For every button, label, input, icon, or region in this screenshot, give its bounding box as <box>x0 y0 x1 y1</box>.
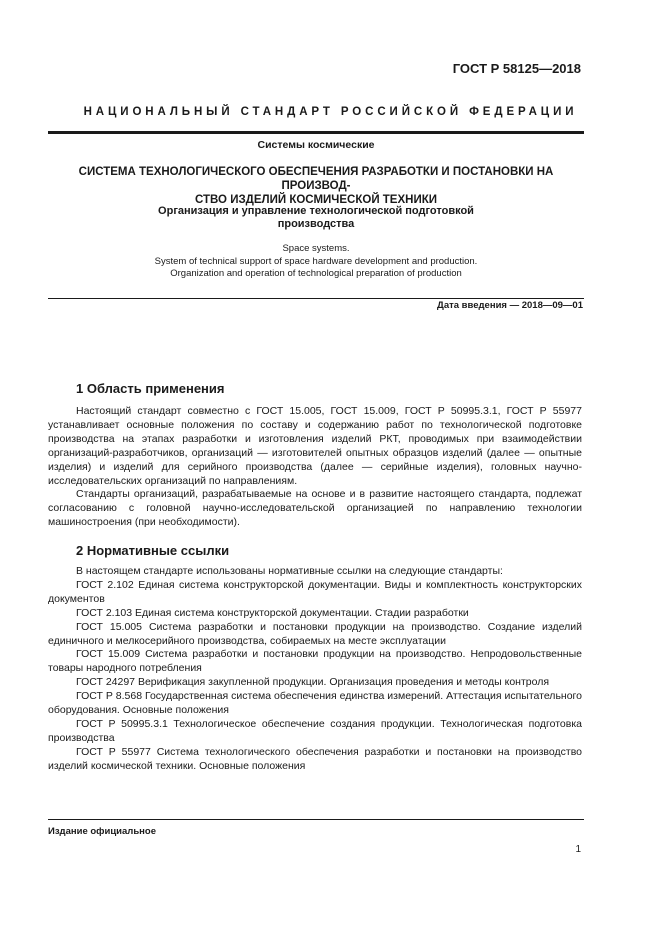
header-rule <box>48 131 584 134</box>
reference-item: ГОСТ Р 55977 Система технологического обеспечения разработки и постановки на производство изделий космической техники. Основные положения <box>48 745 582 772</box>
official-edition-label: Издание официальное <box>48 826 156 837</box>
paragraph: Настоящий стандарт совместно с ГОСТ 15.005, ГОСТ 15.009, ГОСТ Р 50995.3.1, ГОСТ Р 55977 устанавливает основные положения по составу и содержанию работ по технологической подготовке производства на этапах разработки и изготовления изделий РКТ, проводимых при взаимодействии организаций-разработчиков, организаций — изготовителей опытных образцов изделий (далее — опытные изделия) и изделий для серийного производства (далее — серийные изделия), головных научно-исследовательских организаций по направлениям. <box>48 405 582 487</box>
national-standard-banner: НАЦИОНАЛЬНЫЙ СТАНДАРТ РОССИЙСКОЙ ФЕДЕРАЦИИ <box>83 106 578 118</box>
section-references-body <box>48 565 582 774</box>
sub-title-line: Организация и управление технологической подготовкой <box>158 205 474 217</box>
main-title-line: СТВО ИЗДЕЛИЙ КОСМИЧЕСКОЙ ТЕХНИКИ <box>195 194 437 206</box>
reference-item: ГОСТ 24297 Верификация закупленной продукции. Организация проведения и методы контроля <box>76 676 550 689</box>
english-title-line: Organization and operation of technological preparation of production <box>170 268 462 279</box>
sub-title <box>48 205 584 231</box>
section-scope-body <box>48 405 582 530</box>
reference-item: ГОСТ 2.102 Единая система конструкторской документации. Виды и комплектность конструкторских документов <box>48 578 582 605</box>
reference-item: ГОСТ 2.103 Единая система конструкторской документации. Стадии разработки <box>76 606 469 619</box>
main-title-line: СИСТЕМА ТЕХНОЛОГИЧЕСКОГО ОБЕСПЕЧЕНИЯ РАЗРАБОТКИ И ПОСТАНОВКИ НА ПРОИЗВОД- <box>78 166 554 192</box>
title-rule <box>48 298 584 299</box>
footer-rule <box>48 819 584 820</box>
reference-item: ГОСТ 15.009 Система разработки и постановки продукции на производство. Непродовольственные товары народного потребления <box>48 648 582 675</box>
sub-title-line: производства <box>277 218 355 230</box>
reference-item: ГОСТ 15.005 Система разработки и постановки продукции на производство. Создание изделий единичного и мелкосерийного производства, собираемых на месте эксплуатации <box>48 620 582 647</box>
standard-series: Системы космические <box>257 139 375 151</box>
main-title <box>48 165 584 207</box>
paragraph: Стандарты организаций, разрабатываемые на основе и в развитие настоящего стандарта, подлежат согласованию с головной научно-исследовательской организацией по направлению технологии машиностроения (при необходимости). <box>48 488 582 529</box>
document-number: ГОСТ Р 58125—2018 <box>452 61 581 76</box>
section-heading-references: 2 Нормативные ссылки <box>76 543 230 558</box>
introduction-date: Дата введения — 2018—09—01 <box>437 300 583 311</box>
english-title-line: System of technical support of space hardware development and production. <box>154 255 478 267</box>
page-number: 1 <box>575 844 581 855</box>
section-heading-scope: 1 Область применения <box>76 381 225 396</box>
reference-item: ГОСТ Р 8.568 Государственная система обеспечения единства измерений. Аттестация испытательного оборудования. Основные положения <box>48 690 582 717</box>
english-title-line: Space systems. <box>282 243 350 254</box>
reference-item: ГОСТ Р 50995.3.1 Технологическое обеспечение создания продукции. Технологическая подготовка производства <box>48 717 582 744</box>
paragraph: В настоящем стандарте использованы нормативные ссылки на следующие стандарты: <box>76 565 503 577</box>
english-title <box>48 243 584 281</box>
